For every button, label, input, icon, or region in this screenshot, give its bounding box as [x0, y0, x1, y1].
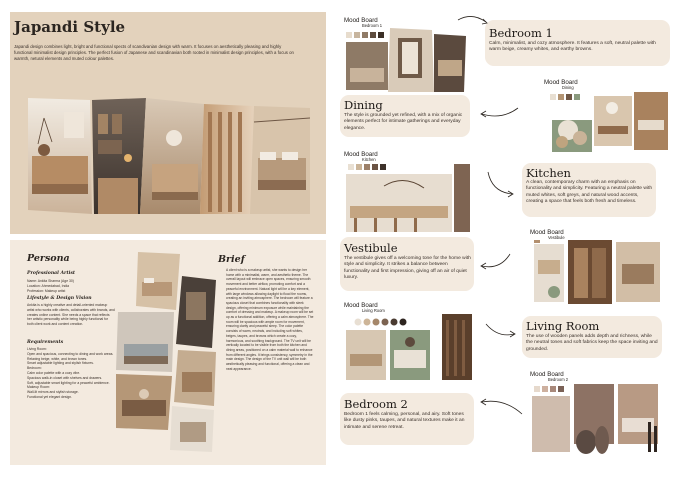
- moodboard-vestibule: [530, 240, 662, 304]
- lifestyle-heading: Lifestyle & Design Vision: [27, 296, 92, 301]
- room-text-kitchen: A clean, contemporary charm with an emphasis on functionality and simplicity. Featuring a neutral palette with muted whites, soft greys, and natural wood accents, creating a space that feels both fresh and timeless.: [526, 180, 653, 205]
- moodboard-label-bedroom1: Mood Board Bedroom 1: [344, 17, 383, 28]
- room-title-bedroom1: Bedroom 1: [489, 26, 553, 40]
- moodboard-label-bedroom2: Mood Board Bedroom 2: [530, 371, 569, 382]
- collage-image: [28, 98, 310, 214]
- requirement-item: Open and spacious, connecting to dining and work areas.: [27, 351, 114, 356]
- cover-collage: [28, 98, 310, 214]
- room-title-bedroom2: Bedroom 2: [344, 397, 408, 411]
- moodboard-label-living: Mood Board Living Room: [344, 302, 385, 313]
- room-title-vestibule: Vestibule: [344, 241, 398, 255]
- requirement-item: Makeup Room:: [27, 385, 50, 390]
- persona-collage: [116, 252, 216, 452]
- requirement-item: Wall-lit mirrors and stylish storage.: [27, 390, 79, 395]
- moodboard-bedroom1: [346, 28, 466, 92]
- professional-info: [27, 279, 115, 293]
- room-title-kitchen: Kitchen: [526, 166, 571, 180]
- room-title-dining: Dining: [344, 98, 383, 112]
- moodboard-living-image: [344, 314, 474, 380]
- requirement-item: Spacious walk-in closet with shelves and drawers.: [27, 375, 103, 380]
- moodboard-vestibule-image: [530, 240, 662, 304]
- room-text-bedroom2: Bedroom 1 feels calming, personal, and airy. Soft tones like dusty pinks, taupes, and natural textures make it an intimate and serene retreat.: [344, 412, 465, 430]
- requirements-list: [27, 347, 115, 400]
- moodboard-label-kitchen: Mood Board Kitchen: [344, 151, 378, 162]
- moodboard-label-dining: Mood Board Dining: [544, 79, 578, 90]
- moodboard-dining-image: [548, 90, 670, 152]
- page-title: Japandi Style: [14, 18, 126, 36]
- requirement-item: Smart adjustable lighting and stylish fixtures.: [27, 361, 94, 366]
- curved-arrow-icon: [484, 322, 518, 338]
- moodboard-living: [344, 314, 474, 380]
- moodboard-kitchen: [344, 160, 474, 234]
- requirement-item: Functional yet elegant design.: [27, 394, 73, 399]
- moodboard-bedroom1-image: [346, 28, 466, 92]
- professional-line: Profession: Makeup artist: [27, 288, 66, 293]
- professional-line: Location: Ahmedabad, India: [27, 283, 70, 288]
- professional-line: Name: Ankita Sharma (Age 30): [27, 279, 74, 283]
- moodboard-bedroom2-image: [530, 382, 660, 456]
- room-text-bedroom1: Calm, minimalist, and cozy atmosphere. It features a soft, neutral palette with warm beige, creamy whites, and earthy browns.: [489, 41, 656, 53]
- curved-arrow-icon: [478, 104, 520, 120]
- room-text-living: The use of wooden panels adds depth and richness, while the neutral tones and soft fabrics keep the space inviting and grounded.: [526, 334, 658, 352]
- requirement-item: Living Room:: [27, 347, 47, 351]
- requirement-item: Soft, adjustable smart lighting for a peaceful ambience.: [27, 380, 110, 385]
- curved-arrow-icon: [478, 252, 512, 270]
- professional-heading: Professional Artist: [27, 271, 76, 276]
- persona-heading: Persona: [27, 253, 70, 264]
- room-title-living: Living Room: [526, 319, 600, 333]
- lifestyle-text: Ankita is a highly creative and detail-oriented makeup artist who works with clients, collaborates with brands, and creates online content. She needs a space that reflects her artistic personality while being highly functional for both client work and content creation.: [27, 303, 115, 327]
- requirement-item: Bedroom:: [27, 366, 42, 371]
- requirement-item: Calm color palette with a cozy vibe.: [27, 370, 81, 375]
- moodboard-bedroom2: [530, 382, 660, 456]
- cover-description: Japandi design combines light, bright and functional spects of scandivanian design with warm. It focuses on aesthetically pleasing and highly functional minimalist design principles. The perfect fusion of Japanese and scandinavian both rooted in minimalist design principles, with a focus on warmth, netural elements and muted colour palettes.: [14, 44, 294, 61]
- requirements-heading: Requirements: [27, 340, 64, 345]
- room-text-dining: The style is grounded yet refined, with a mix of organic elements perfect for intimate gatherings and everyday elegance.: [344, 113, 463, 131]
- curved-arrow-icon: [456, 14, 492, 28]
- brief-heading: Brief: [218, 254, 245, 265]
- moodboard-label-vestibule: Mood Board Vestibule: [530, 229, 565, 240]
- curved-arrow-icon: [478, 396, 524, 416]
- room-text-vestibule: The vestibule gives off a welcoming tone for the home with style and simplicity. It strikes a balance between functionality and first impression, giving off an air of quiet luxury.: [344, 256, 471, 281]
- moodboard-dining: [548, 90, 670, 152]
- persona-collage-image: [116, 252, 216, 452]
- requirement-item: Relaxing beige, white, and brown tones.: [27, 356, 88, 361]
- moodboard-kitchen-image: [344, 160, 474, 234]
- curved-arrow-icon: [486, 170, 516, 198]
- brief-text: A client who is a makeup artist, she wants to design her home with a minimalist, warm, and aesthetic theme. The overall layout will embrace open spaces, ensuring smooth movement and better airflow, promoting comfort and a peaceful environment. Natural light will be a key element, with large windows allowing daylight to flood the rooms, creating an inviting atmosphere. The bedroom will feature a spacious closet that combines functionality with sleek design, offering minimum exposure while maintaining the comfort of dressing and makeup. A makeup room will be set up as a functional addition, offering a calm atmosphere. The room will be spacious with ample room for movement, ensuring clarity and peaceful sleep. The color palette consists of warm, neutrals, and including soft whites, beiges, taupes, and browns which create a cozy, harmonious, and soothing background. The TV unit will be vertically located to be visible from both the kitchen and dining areas, positioned on a calm material wall to enhance from different angles. It brings consistency, symmetry in the main design. The design of the TV unit wall will be both aesthetically pleasing and functional, offering a clean and neat appearance.: [226, 268, 314, 371]
